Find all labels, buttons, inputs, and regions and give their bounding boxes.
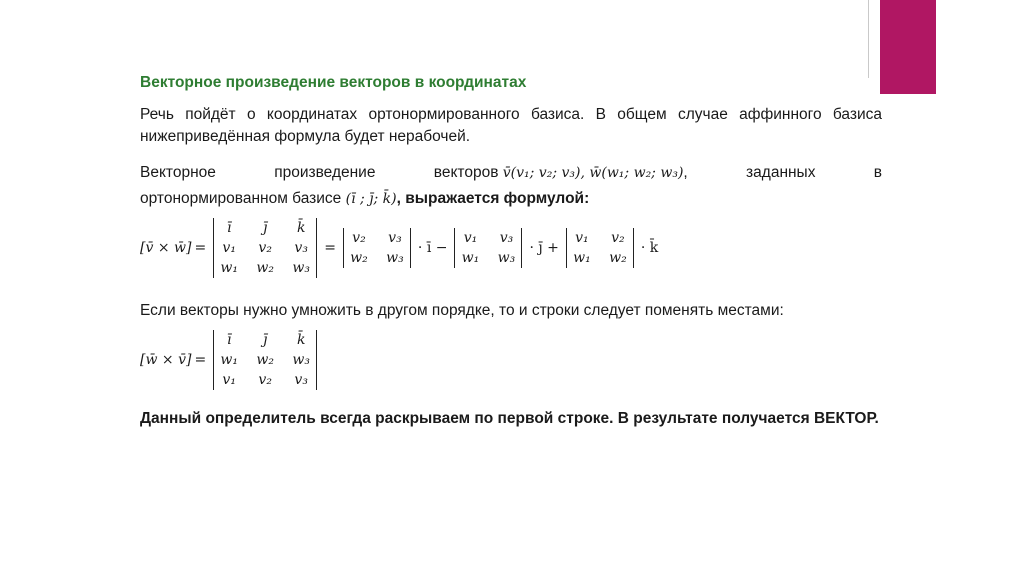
det-cell: k̄ bbox=[296, 332, 306, 348]
slide-content bbox=[140, 74, 882, 445]
det-cell: v₂ bbox=[258, 240, 272, 256]
accent-divider bbox=[868, 0, 869, 78]
basis-vectors: (ī ; j̄; k̄) bbox=[345, 191, 397, 207]
det-cell: w₂ bbox=[350, 250, 368, 266]
formula-v-cross-w bbox=[140, 218, 882, 278]
det-cell: ī bbox=[226, 332, 232, 348]
det-cell: w₁ bbox=[220, 260, 238, 276]
vectors-group bbox=[434, 162, 688, 184]
det-cell: w₃ bbox=[497, 250, 516, 266]
term-j: · j̄ + bbox=[529, 240, 559, 256]
det-cell: v₂ bbox=[352, 230, 366, 246]
det-cell: ī bbox=[226, 220, 232, 236]
det-cell: v₂ bbox=[258, 372, 272, 388]
formula2-eq: = bbox=[194, 352, 207, 368]
basis-prefix: ортонормированном базисе bbox=[140, 190, 342, 207]
accent-block bbox=[880, 0, 936, 94]
term-k: · k̄ bbox=[640, 240, 659, 256]
word-given: заданных bbox=[746, 164, 816, 181]
det-cell: v₁ bbox=[463, 230, 478, 246]
det-cell: j̄ bbox=[263, 220, 268, 236]
swap-paragraph: Если векторы нужно умножить в другом порядке, то и строки следует поменять местами: bbox=[140, 302, 784, 319]
det-cell: v₁ bbox=[575, 230, 589, 246]
minor-1 bbox=[343, 228, 411, 268]
det-cell: w₁ bbox=[461, 250, 480, 266]
formula1-lhs: [v̄ × w̄] bbox=[140, 240, 192, 256]
word-product: произведение bbox=[274, 164, 376, 181]
det-cell: k̄ bbox=[296, 220, 306, 236]
term-i: · ī − bbox=[417, 240, 448, 256]
det-cell: w₂ bbox=[256, 260, 274, 276]
word-vector: Векторное bbox=[140, 164, 216, 181]
intro-paragraph: Речь пойдёт о координатах ортонормированного базиса. В общем случае аффинного базиса нижеприведённая формула будет нерабочей. bbox=[140, 106, 882, 145]
det-cell: j̄ bbox=[263, 332, 268, 348]
det-cell: w₂ bbox=[609, 250, 627, 266]
det-cell: v₁ bbox=[222, 240, 236, 256]
det-cell: v₃ bbox=[294, 240, 308, 256]
det-cell: v₁ bbox=[222, 372, 236, 388]
det-cell: v₃ bbox=[388, 230, 402, 246]
word-vectors: векторов bbox=[433, 164, 499, 181]
formula-intro: , выражается формулой: bbox=[396, 190, 590, 207]
vector-product-line bbox=[140, 162, 882, 184]
minor-2 bbox=[454, 228, 522, 268]
det-cell: v₂ bbox=[611, 230, 625, 246]
slide-heading: Векторное произведение векторов в координатах bbox=[140, 74, 527, 91]
comma: , bbox=[683, 164, 688, 181]
det-cell: w₁ bbox=[220, 352, 238, 368]
vectors-coordinates: v̄(v₁; v₂; v₃), w̄(w₁; w₂; w₃) bbox=[502, 165, 684, 181]
det-cell: w₃ bbox=[292, 260, 310, 276]
det-cell: w₃ bbox=[386, 250, 404, 266]
word-in: в bbox=[873, 164, 882, 181]
determinant-3x3 bbox=[213, 218, 317, 278]
det-cell: w₂ bbox=[256, 352, 274, 368]
formula1-eq: = bbox=[194, 240, 207, 256]
formula2-lhs: [w̄ × v̄] bbox=[140, 352, 192, 368]
minor-3 bbox=[566, 228, 634, 268]
det-cell: v₃ bbox=[499, 230, 514, 246]
det-cell: w₃ bbox=[292, 352, 310, 368]
det-cell: w₁ bbox=[573, 250, 591, 266]
det-cell: v₃ bbox=[294, 372, 308, 388]
basis-line bbox=[140, 188, 882, 210]
conclusion-paragraph: Данный определитель всегда раскрываем по первой строке. В результате получается ВЕКТОР. bbox=[140, 410, 879, 427]
determinant-3x3-swapped bbox=[213, 330, 317, 390]
formula-w-cross-v bbox=[140, 330, 882, 390]
formula1-eq2: = bbox=[324, 240, 336, 256]
